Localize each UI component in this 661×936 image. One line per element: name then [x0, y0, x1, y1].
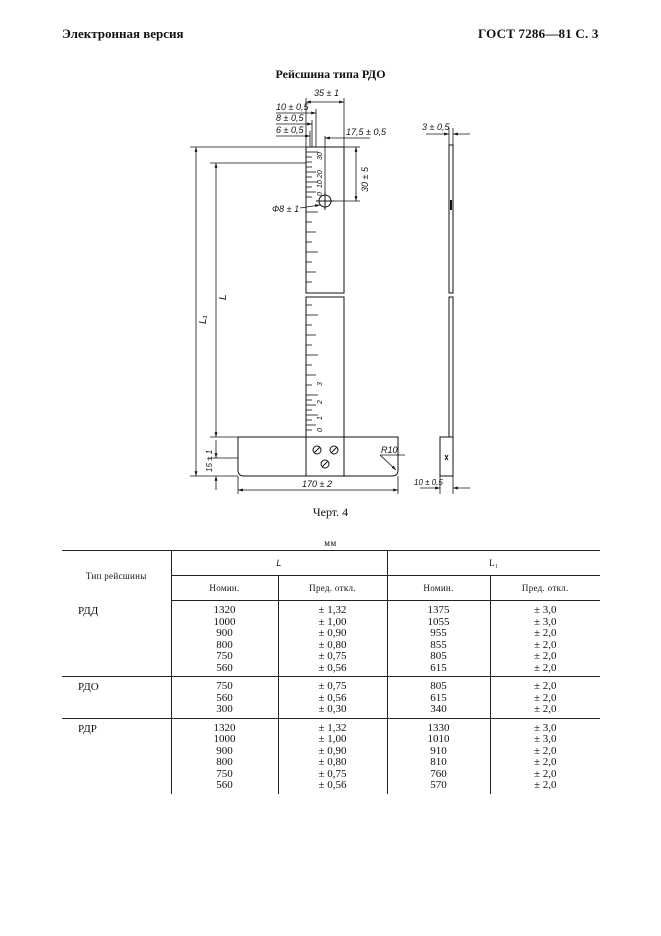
cell-L1-nom: 1375 1055 955 855 805 615: [387, 601, 490, 677]
cell-L-nom: 750 560 300: [171, 677, 278, 719]
table-row: [62, 718, 600, 794]
dim-10: 10 ± 0,5: [276, 102, 309, 112]
cell-L1-nom: 1330 1010 910 810 760 570: [387, 718, 490, 794]
dim-8: 8 ± 0,5: [276, 113, 304, 123]
dim-17-5: 17,5 ± 0,5: [346, 127, 386, 137]
scale-bottom-0: 0: [317, 428, 324, 432]
dim-170: 170 ± 2: [302, 479, 332, 489]
cell-L1-nom: 805 615 340: [387, 677, 490, 719]
cell-L1-dev: ± 3,0 ± 3,0 ± 2,0 ± 2,0 ± 2,0 ± 2,0: [490, 718, 600, 794]
dim-15: 15 ± 1: [205, 449, 214, 472]
figure-title: Рейсшина типа РДО: [275, 67, 386, 81]
cell-L1-dev: ± 2,0 ± 2,0 ± 2,0: [490, 677, 600, 719]
blade-lower: [306, 297, 344, 437]
scale-top-2: 10: [317, 180, 324, 188]
dim-L1: L₁: [198, 315, 209, 324]
cell-L-nom: 1320 1000 900 800 750 560: [171, 718, 278, 794]
dim-3: 3 ± 0,5: [422, 122, 450, 132]
dim-L: L: [218, 294, 229, 300]
side-view: [440, 145, 453, 476]
col-type-header: Тип рейсшины: [62, 551, 171, 601]
row-type: РДО: [62, 677, 171, 719]
scale-ticks-lower: [306, 305, 318, 430]
table-units: мм: [324, 538, 337, 548]
sub-header-L-dev: Пред. откл.: [278, 576, 387, 601]
col-L1-header: L₁: [387, 551, 600, 576]
dim-R10: R10: [381, 445, 398, 455]
scale-top-1: 20: [317, 170, 324, 178]
cell-L-dev: ± 1,32 ± 1,00 ± 0,90 ± 0,80 ± 0,75 ± 0,56: [278, 601, 387, 677]
scale-top-3: 0: [317, 192, 324, 196]
row-type: РДР: [62, 718, 171, 794]
sub-header-L-nom: Номин.: [171, 576, 278, 601]
header-right: ГОСТ 7286—81 С. 3: [478, 26, 599, 41]
dim-10-side: 10 ± 0,5: [414, 478, 443, 487]
dim-phi-8: Ф8 ± 1: [272, 204, 300, 214]
figure-caption: Черт. 4: [312, 505, 349, 519]
scale-top-0: 30: [317, 152, 324, 160]
dim-30: 30 ± 5: [360, 167, 370, 192]
cell-L-dev: ± 0,75 ± 0,56 ± 0,30: [278, 677, 387, 719]
scale-bottom-2: 2: [317, 400, 324, 404]
table-row: [62, 601, 600, 677]
sub-header-L1-nom: Номин.: [387, 576, 490, 601]
col-L-header: L: [171, 551, 387, 576]
ruler-head: [238, 437, 398, 476]
cell-L-dev: ± 1,32 ± 1,00 ± 0,90 ± 0,80 ± 0,75 ± 0,56: [278, 718, 387, 794]
scale-bottom-1: 1: [317, 416, 324, 420]
dim-35: 35 ± 1: [314, 88, 339, 98]
cell-L-nom: 1320 1000 900 800 750 560: [171, 601, 278, 677]
row-type: РДД: [78, 604, 99, 617]
sub-header-L1-dev: Пред. откл.: [490, 576, 600, 601]
cell-L1-dev: ± 3,0 ± 3,0 ± 2,0 ± 2,0 ± 2,0 ± 2,0: [490, 601, 600, 677]
spec-table: [62, 550, 600, 794]
table-row: [62, 677, 600, 719]
dim-6: 6 ± 0,5: [276, 125, 304, 135]
header-left: Электронная версия: [62, 26, 184, 41]
scale-bottom-3: 3: [317, 382, 324, 386]
